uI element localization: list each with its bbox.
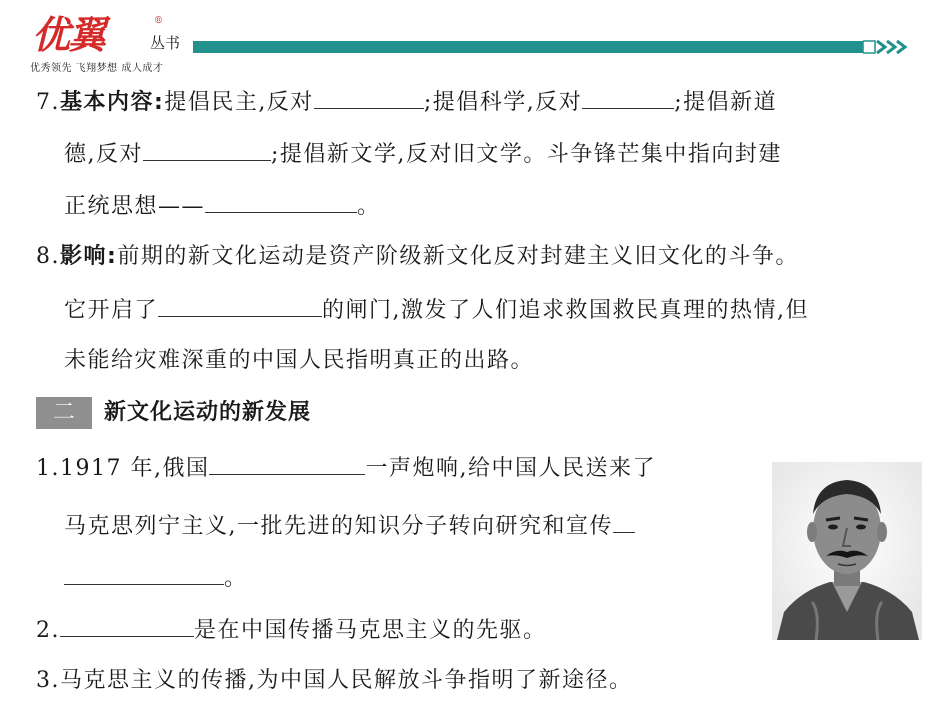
item-text: 前期的新文化运动是资产阶级新文化反对封建主义旧文化的斗争。: [117, 244, 799, 269]
item-text: 马克思列宁主义,一批先进的知识分子转向研究和宣传: [64, 514, 613, 539]
item-number: 7.: [36, 90, 60, 115]
registered-mark: ®: [154, 16, 163, 26]
logo-slogan: 优秀领先 飞翔梦想 成人成才: [30, 63, 164, 74]
item-text: 1.1917 年,俄国: [36, 456, 210, 481]
item-text: 是在中国传播马克思主义的先驱。: [194, 618, 547, 643]
item-8-line-2: [64, 294, 809, 326]
answer-blank[interactable]: [64, 562, 224, 585]
item-text: 。: [224, 566, 248, 591]
section-item-2: [36, 614, 547, 646]
item-label: 影响:: [60, 244, 118, 269]
item-label: 基本内容:: [60, 90, 165, 115]
answer-blank[interactable]: [582, 86, 674, 109]
portrait-photo: [772, 462, 922, 640]
item-text: 3.马克思主义的传播,为中国人民解放斗争指明了新途径。: [36, 668, 633, 693]
answer-blank[interactable]: [314, 86, 424, 109]
item-text: 正统思想——: [64, 194, 206, 219]
answer-blank[interactable]: [60, 614, 194, 637]
section-item-3: [36, 666, 633, 696]
item-7-line-3: [64, 190, 381, 222]
chevrons-right-icon: [863, 37, 923, 57]
item-text: ;提倡科学,反对: [423, 90, 583, 115]
section-number-badge: 二: [36, 397, 92, 429]
item-text: 它开启了: [64, 298, 159, 323]
answer-blank[interactable]: [143, 138, 271, 161]
item-7-line-1: [36, 86, 777, 118]
item-text: ;提倡新道: [674, 90, 778, 115]
item-text: 未能给灾难深重的中国人民指明真正的出路。: [64, 348, 535, 373]
logo-text: 优翼: [32, 13, 105, 57]
answer-blank[interactable]: [158, 294, 322, 317]
section-item-1-line-2: [64, 510, 635, 542]
item-7-line-2: [64, 138, 782, 170]
section-item-1-line-1: [36, 452, 656, 484]
item-number: 8.: [36, 244, 60, 269]
item-number: 2.: [36, 618, 60, 643]
item-text: 一声炮响,给中国人民送来了: [365, 456, 656, 481]
section-item-1-line-3: [64, 562, 248, 594]
series-logo: [30, 10, 200, 74]
series-label: 丛书: [150, 34, 181, 52]
item-text: 的闸门,激发了人们追求救国救民真理的热情,但: [322, 298, 810, 323]
section-title: 新文化运动的新发展: [104, 400, 312, 425]
answer-blank[interactable]: [205, 190, 357, 213]
item-8-line-3: [64, 346, 534, 376]
answer-blank[interactable]: [209, 452, 365, 475]
header-banner: [193, 41, 863, 53]
answer-blank[interactable]: [613, 510, 635, 533]
item-text: 提倡民主,反对: [164, 90, 314, 115]
item-8-line-1: [36, 242, 799, 272]
item-text: 。: [357, 194, 381, 219]
item-text: ;提倡新文学,反对旧文学。斗争锋芒集中指向封建: [271, 142, 782, 167]
item-text: 德,反对: [64, 142, 143, 167]
